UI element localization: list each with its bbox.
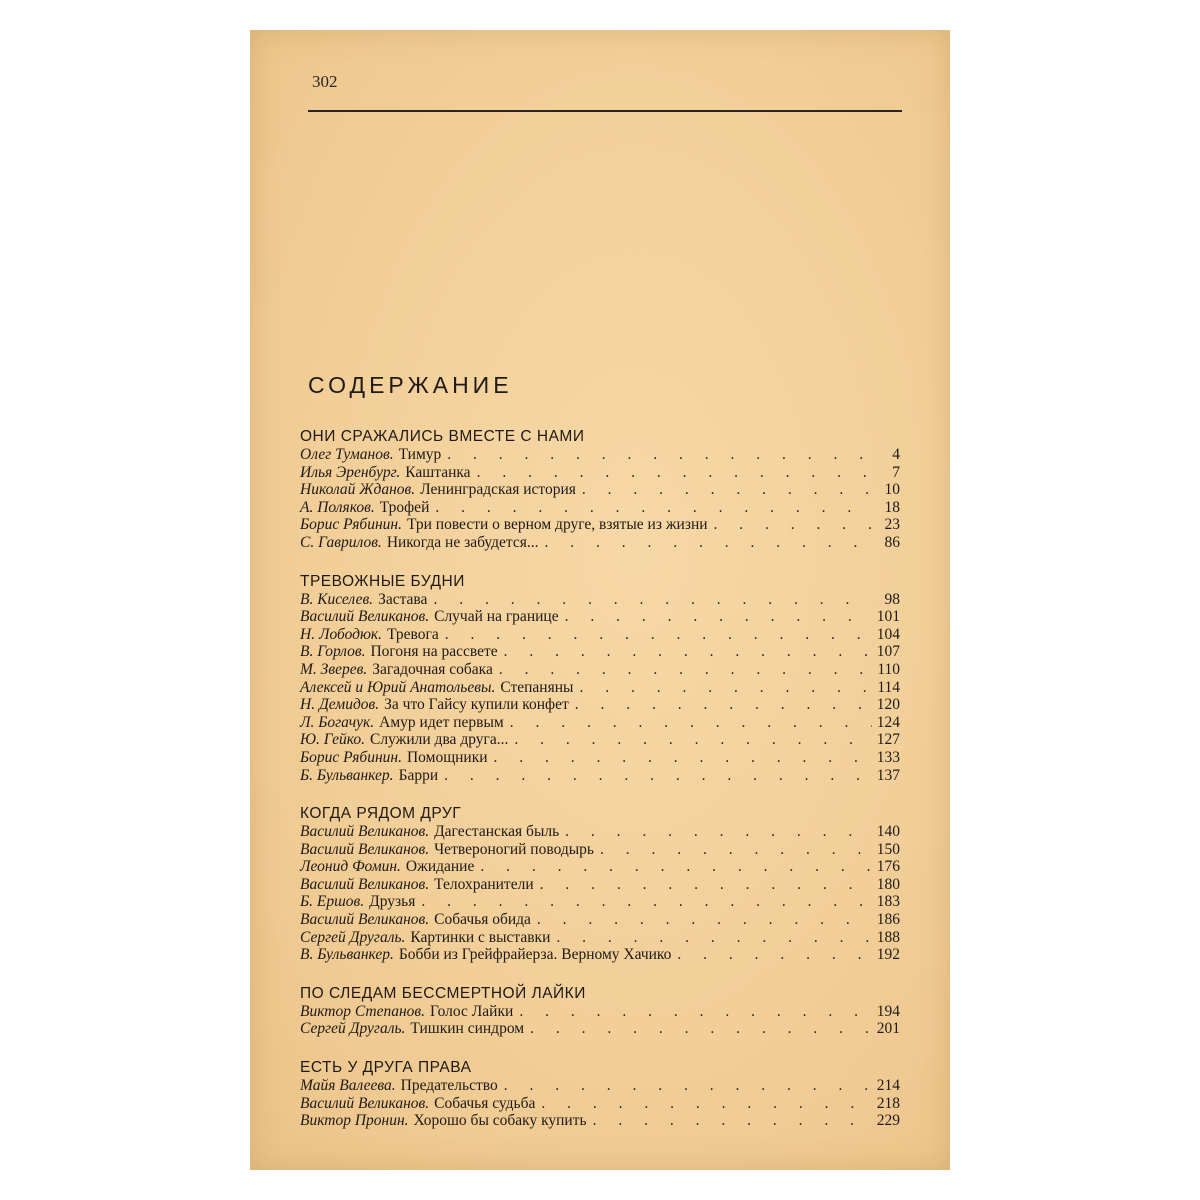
leader-dots [514, 731, 872, 749]
leader-dots [677, 946, 872, 964]
entry-page: 110 [877, 660, 900, 678]
toc-entry [300, 929, 900, 947]
entry-author: М. Зверев. [300, 660, 368, 678]
leader-dots [447, 446, 872, 464]
toc-entry [300, 893, 900, 911]
entry-title: Картинки с выставки [410, 928, 551, 946]
entry-author: Леонид Фомин. [300, 858, 401, 876]
entry-title: Собачья судьба [434, 1094, 536, 1112]
toc-entry [300, 643, 900, 661]
leader-dots [504, 643, 872, 661]
entry-author: Виктор Степанов. [300, 1002, 426, 1020]
leader-dots [433, 591, 872, 609]
toc-entry [300, 626, 900, 644]
page-number: 302 [312, 72, 338, 91]
entry-author: Н. Лободюк. [300, 625, 383, 643]
toc-section [300, 1058, 900, 1130]
toc-entry [300, 591, 900, 609]
toc-entry [300, 446, 900, 464]
toc-entry [300, 911, 900, 929]
toc-section [300, 572, 900, 785]
entry-page: 7 [892, 463, 900, 481]
entry-author: Василий Великанов. [300, 875, 430, 893]
leader-dots [541, 1095, 872, 1113]
toc-entry [300, 608, 900, 626]
entry-title: Тимур [398, 446, 442, 463]
leader-dots [556, 929, 872, 947]
toc-entry [300, 661, 900, 679]
entry-page: 201 [876, 1020, 900, 1038]
leader-dots [565, 823, 872, 841]
entry-author: Василий Великанов. [300, 840, 430, 858]
entry-page: 104 [876, 625, 900, 643]
toc-entry [300, 516, 900, 534]
entry-author: Василий Великанов. [300, 911, 430, 929]
leader-dots [537, 911, 872, 929]
toc-entry [300, 481, 900, 499]
entry-author: С. Гаврилов. [300, 533, 382, 551]
toc-entry [300, 696, 900, 714]
toc-section [300, 804, 900, 964]
entry-author: Алексей и Юрий Анатольевы. [300, 678, 496, 696]
entry-author: Майя Валеева. [300, 1077, 396, 1095]
entry-author: Николай Жданов. [300, 481, 416, 499]
toc-entry [300, 464, 900, 482]
table-of-contents [300, 427, 900, 1150]
leader-dots [540, 876, 872, 894]
leader-dots [519, 1003, 872, 1021]
leader-dots [510, 714, 872, 732]
entry-title: Предательство [400, 1077, 498, 1095]
entry-page: 194 [876, 1002, 900, 1020]
entry-page: 186 [876, 911, 900, 929]
entry-title: Погоня на рассвете [370, 643, 498, 661]
toc-entry [300, 1112, 900, 1130]
entry-title: Амур идет первым [379, 713, 504, 731]
toc-section [300, 427, 900, 552]
entry-author: Олег Туманов. [300, 446, 394, 463]
entry-page: 180 [876, 875, 900, 893]
entry-title: Каштанка [405, 463, 471, 481]
entry-page: 127 [876, 731, 900, 749]
entry-author: Виктор Пронин. [300, 1112, 409, 1130]
toc-entry [300, 767, 900, 785]
entry-title: Загадочная собака [372, 660, 493, 678]
book-page [250, 30, 950, 1170]
entry-title: Друзья [369, 893, 416, 911]
entry-page: 229 [876, 1112, 900, 1130]
section-title: ОНИ СРАЖАЛИСЬ ВМЕСТЕ С НАМИ [300, 428, 585, 445]
entry-page: 23 [884, 516, 900, 534]
toc-entry [300, 1003, 900, 1021]
toc-entry [300, 876, 900, 894]
entry-author: Ю. Гейко. [300, 731, 366, 749]
entry-page: 188 [876, 928, 900, 946]
entry-page: 120 [876, 696, 900, 714]
entry-title: Трофей [379, 498, 430, 516]
entry-author: Борис Рябинин. [300, 748, 402, 766]
section-title: КОГДА РЯДОМ ДРУГ [300, 805, 462, 823]
contents-title: СОДЕРЖАНИЕ [308, 372, 513, 398]
toc-entry [300, 731, 900, 749]
entry-title: Четвероногий поводырь [434, 840, 594, 858]
entry-author: Илья Эренбург. [300, 463, 401, 481]
header-rule [308, 110, 902, 112]
entry-page: 101 [876, 608, 900, 626]
entry-page: 140 [876, 823, 900, 841]
section-title: ПО СЛЕДАМ БЕССМЕРТНОЙ ЛАЙКИ [300, 984, 586, 1002]
entry-title: За что Гайсу купили конфет [384, 696, 569, 714]
leader-dots [435, 499, 872, 517]
leader-dots [444, 767, 872, 785]
leader-dots [530, 1020, 872, 1038]
entry-author: Василий Великанов. [300, 823, 430, 841]
toc-entry [300, 1095, 900, 1113]
entry-author: Борис Рябинин. [300, 516, 402, 534]
entry-title: Собачья обида [434, 911, 531, 929]
toc-entry [300, 823, 900, 841]
entry-page: 176 [876, 858, 900, 876]
entry-title: Ленинградская история [420, 481, 576, 499]
entry-title: Степаняны [500, 678, 574, 696]
entry-page: 192 [876, 946, 900, 964]
entry-author: В. Бульванкер. [300, 946, 394, 964]
entry-page: 86 [884, 533, 900, 551]
leader-dots [504, 1077, 872, 1095]
entry-author: В. Горлов. [300, 643, 366, 661]
entry-author: Василий Великанов. [300, 608, 430, 626]
entry-title: Хорошо бы собаку купить [413, 1112, 587, 1130]
toc-entry [300, 499, 900, 517]
entry-page: 218 [876, 1094, 900, 1112]
leader-dots [480, 858, 872, 876]
entry-page: 4 [892, 446, 900, 463]
entry-page: 18 [884, 498, 900, 516]
toc-entry [300, 714, 900, 732]
leader-dots [582, 481, 872, 499]
section-title: ТРЕВОЖНЫЕ БУДНИ [300, 572, 465, 590]
leader-dots [565, 608, 872, 626]
leader-dots [545, 534, 872, 552]
leader-dots [579, 679, 872, 697]
leader-dots [477, 464, 872, 482]
entry-title: Помощники [406, 748, 488, 766]
toc-entry [300, 946, 900, 964]
entry-author: Б. Бульванкер. [300, 766, 394, 784]
entry-title: Дагестанская быль [434, 823, 560, 841]
entry-page: 133 [876, 748, 900, 766]
entry-page: 107 [876, 643, 900, 661]
entry-title: Тишкин синдром [410, 1020, 525, 1038]
toc-entry [300, 1077, 900, 1095]
leader-dots [494, 749, 872, 767]
toc-entry [300, 841, 900, 859]
entry-title: Застава [378, 590, 428, 608]
entry-title: Ожидание [405, 858, 475, 876]
entry-author: Б. Ершов. [300, 893, 365, 911]
entry-page: 150 [876, 840, 900, 858]
entry-title: Три повести о верном друге, взятые из жизни [406, 516, 708, 534]
section-title: ЕСТЬ У ДРУГА ПРАВА [300, 1059, 472, 1077]
entry-page: 124 [876, 713, 900, 731]
entry-page: 214 [876, 1077, 900, 1095]
entry-author: Л. Богачук. [300, 713, 375, 731]
leader-dots [714, 516, 872, 534]
entry-author: Василий Великанов. [300, 1094, 430, 1112]
entry-page: 183 [876, 893, 900, 911]
leader-dots [575, 696, 872, 714]
leader-dots [445, 626, 872, 644]
toc-entry [300, 679, 900, 697]
entry-title: Голос Лайки [430, 1002, 514, 1020]
leader-dots [499, 661, 872, 679]
entry-title: Бобби из Грейфрайерза. Верному Хачико [398, 946, 672, 964]
entry-title: Тревога [387, 625, 439, 643]
entry-title: Случай на границе [434, 608, 559, 626]
entry-title: Никогда не забудется... [386, 533, 539, 551]
entry-author: Н. Демидов. [300, 696, 380, 714]
toc-entry [300, 858, 900, 876]
toc-entry [300, 1020, 900, 1038]
toc-section [300, 984, 900, 1038]
leader-dots [593, 1112, 872, 1130]
entry-page: 114 [877, 678, 900, 696]
entry-title: Барри [398, 766, 439, 784]
entry-author: А. Поляков. [300, 498, 375, 516]
toc-entry [300, 749, 900, 767]
toc-entry [300, 534, 900, 552]
entry-title: Служили два друга... [370, 731, 509, 749]
entry-author: Сергей Другаль. [300, 928, 406, 946]
entry-title: Телохранители [434, 875, 534, 893]
entry-page: 98 [884, 590, 900, 608]
entry-page: 10 [884, 481, 900, 499]
leader-dots [600, 841, 872, 859]
leader-dots [421, 893, 872, 911]
entry-author: Сергей Другаль. [300, 1020, 406, 1038]
entry-author: В. Киселев. [300, 590, 374, 608]
entry-page: 137 [876, 766, 900, 784]
